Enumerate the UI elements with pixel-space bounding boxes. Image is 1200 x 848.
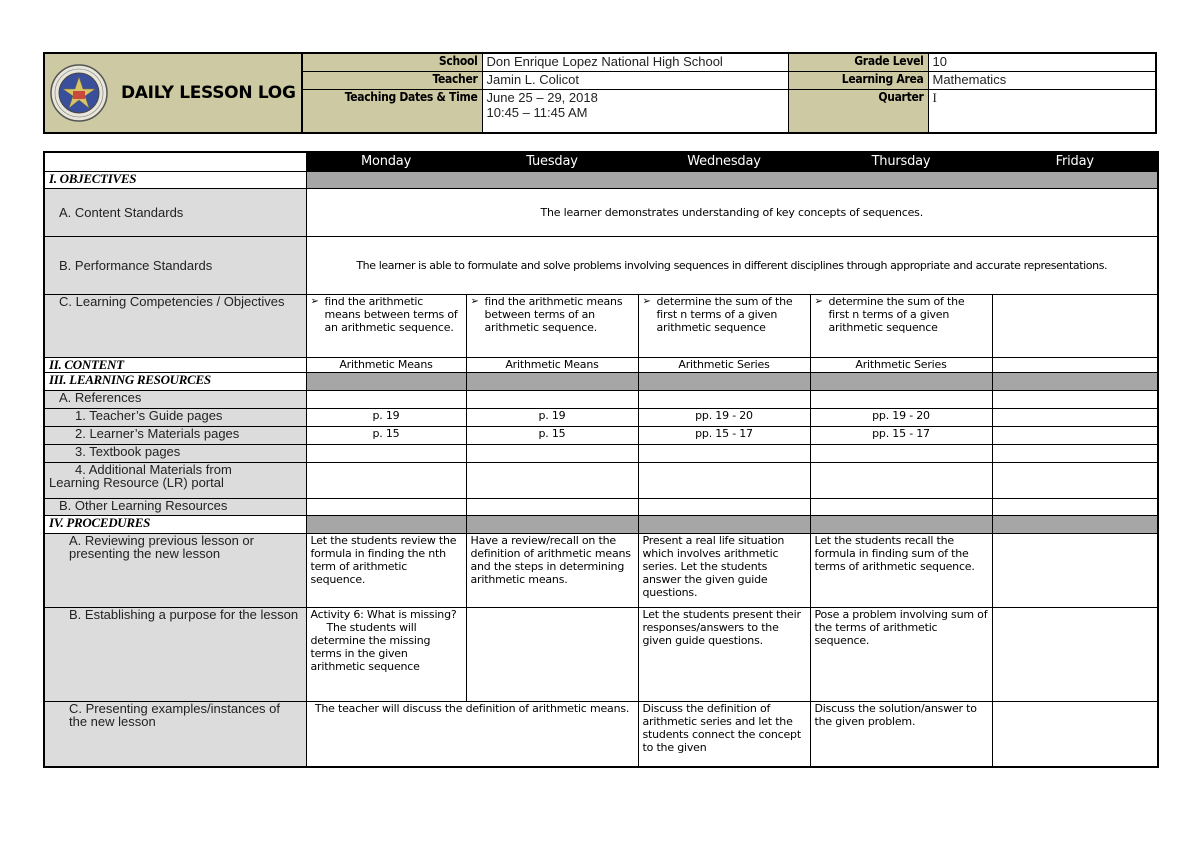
additional-materials-row <box>44 462 1158 498</box>
day-tuesday: Tuesday <box>466 152 638 171</box>
learners-materials-label: 2. Learner’s Materials pages <box>44 426 306 444</box>
procedure-b-monday: Activity 6: What is missing? The students will determine the missing terms in the given arithmetic sequence <box>306 607 466 701</box>
header-table <box>43 52 1157 134</box>
tg-wednesday: pp. 19 - 20 <box>638 408 810 426</box>
resources-heading: III. LEARNING RESOURCES <box>44 372 306 390</box>
days-header-row <box>44 152 1158 171</box>
content-standards-row <box>44 188 1158 236</box>
procedure-a-label: A. Reviewing previous lesson or presenting the new lesson <box>44 533 306 607</box>
procedures-section-row <box>44 515 1158 533</box>
content-row <box>44 357 1158 372</box>
competency-thursday: ➢ determine the sum of the first n terms of a given arithmetic sequence <box>810 294 992 357</box>
references-row <box>44 390 1158 408</box>
procedure-b-tuesday <box>466 607 638 701</box>
day-wednesday: Wednesday <box>638 152 810 171</box>
lm-monday: p. 15 <box>306 426 466 444</box>
procedure-b-friday <box>992 607 1158 701</box>
teaching-date: June 25 – 29, 2018 <box>486 89 598 105</box>
teachers-guide-row <box>44 408 1158 426</box>
bullet-arrow-icon: ➢ <box>814 295 823 307</box>
performance-standards-label: B. Performance Standards <box>44 236 306 294</box>
learners-materials-row <box>44 426 1158 444</box>
references-label: A. References <box>44 390 306 408</box>
page-title: DAILY LESSON LOG <box>121 82 296 103</box>
objectives-heading: I. OBJECTIVES <box>44 171 306 188</box>
procedure-a-wednesday: Present a real life situation which involves arithmetic series. Let the students answer the given guide questions. <box>638 533 810 607</box>
content-monday: Arithmetic Means <box>306 357 466 372</box>
competency-friday <box>992 294 1158 357</box>
competency-tuesday: ➢ find the arithmetic means between terms of an arithmetic sequence. <box>466 294 638 357</box>
procedure-c-thursday: Discuss the solution/answer to the given problem. <box>810 701 992 767</box>
content-wednesday: Arithmetic Series <box>638 357 810 372</box>
tg-tuesday: p. 19 <box>466 408 638 426</box>
content-heading: II. CONTENT <box>44 357 306 372</box>
textbook-row <box>44 444 1158 462</box>
competency-wednesday: ➢ determine the sum of the first n terms of a given arithmetic sequence <box>638 294 810 357</box>
competencies-label: C. Learning Competencies / Objectives <box>44 294 306 357</box>
content-thursday: Arithmetic Series <box>810 357 992 372</box>
procedure-c-friday <box>992 701 1158 767</box>
other-resources-row <box>44 498 1158 515</box>
procedure-a-thursday: Let the students recall the formula in finding sum of the terms of arithmetic sequence. <box>810 533 992 607</box>
objectives-section-row <box>44 171 1158 188</box>
content-standards-label: A. Content Standards <box>44 188 306 236</box>
procedure-c-wednesday: Discuss the definition of arithmetic series and let the students connect the concept to the given <box>638 701 810 767</box>
content-standards-text: The learner demonstrates understanding of key concepts of sequences. <box>306 188 1158 236</box>
lm-friday <box>992 426 1158 444</box>
lm-thursday: pp. 15 - 17 <box>810 426 992 444</box>
procedure-c-monday-tuesday: The teacher will discuss the definition of arithmetic means. <box>306 701 638 767</box>
performance-standards-text: The learner is able to formulate and solve problems involving sequences in different disciplines through appropriate and accurate representations. <box>306 236 1158 294</box>
school-label: School <box>302 53 482 71</box>
additional-materials-label: 4. Additional Materials from Learning Resource (LR) portal <box>44 462 306 498</box>
procedure-b-thursday: Pose a problem involving sum of the terms of arithmetic sequence. <box>810 607 992 701</box>
day-thursday: Thursday <box>810 152 992 171</box>
teacher-label: Teacher <box>302 71 482 89</box>
grade-level-value: 10 <box>928 53 1156 71</box>
teacher-value: Jamin L. Colicot <box>482 71 788 89</box>
procedure-c-label: C. Presenting examples/instances of the new lesson <box>44 701 306 767</box>
learning-area-label: Learning Area <box>788 71 928 89</box>
quarter-value: I <box>928 89 1156 133</box>
procedure-a-row <box>44 533 1158 607</box>
procedure-a-friday <box>992 533 1158 607</box>
procedures-heading: IV. PROCEDURES <box>44 515 306 533</box>
tg-thursday: pp. 19 - 20 <box>810 408 992 426</box>
school-value: Don Enrique Lopez National High School <box>482 53 788 71</box>
bullet-arrow-icon: ➢ <box>470 295 479 307</box>
competency-monday: ➢ find the arithmetic means between terms of an arithmetic sequence. <box>306 294 466 357</box>
teachers-guide-label: 1. Teacher’s Guide pages <box>44 408 306 426</box>
resources-section-row <box>44 372 1158 390</box>
grade-level-label: Grade Level <box>788 53 928 71</box>
procedure-c-row <box>44 701 1158 767</box>
bullet-arrow-icon: ➢ <box>310 295 319 307</box>
procedure-b-wednesday: Let the students present their responses/answers to the given guide questions. <box>638 607 810 701</box>
tg-friday <box>992 408 1158 426</box>
objectives-gray-bar <box>306 171 1158 188</box>
procedure-b-label: B. Establishing a purpose for the lesson <box>44 607 306 701</box>
tg-monday: p. 19 <box>306 408 466 426</box>
day-friday: Friday <box>992 152 1158 171</box>
content-tuesday: Arithmetic Means <box>466 357 638 372</box>
teaching-dates-value <box>482 89 788 133</box>
day-monday: Monday <box>306 152 466 171</box>
lm-tuesday: p. 15 <box>466 426 638 444</box>
content-friday <box>992 357 1158 372</box>
deped-seal-icon <box>49 63 109 123</box>
days-header-blank <box>44 152 306 171</box>
performance-standards-row <box>44 236 1158 294</box>
bullet-arrow-icon: ➢ <box>642 295 651 307</box>
teaching-time: 10:45 – 11:45 AM <box>486 104 588 120</box>
other-resources-label: B. Other Learning Resources <box>44 498 306 515</box>
learning-area-value: Mathematics <box>928 71 1156 89</box>
header-logo-cell <box>44 53 302 133</box>
teaching-dates-label: Teaching Dates & Time <box>302 89 482 133</box>
competencies-row <box>44 294 1158 357</box>
procedure-a-tuesday: Have a review/recall on the definition of arithmetic means and the steps in determining arithmetic means. <box>466 533 638 607</box>
textbook-label: 3. Textbook pages <box>44 444 306 462</box>
quarter-label: Quarter <box>788 89 928 133</box>
procedure-a-monday: Let the students review the formula in finding the nth term of arithmetic sequence. <box>306 533 466 607</box>
lesson-log-table <box>43 151 1159 768</box>
lm-wednesday: pp. 15 - 17 <box>638 426 810 444</box>
procedure-b-row <box>44 607 1158 701</box>
